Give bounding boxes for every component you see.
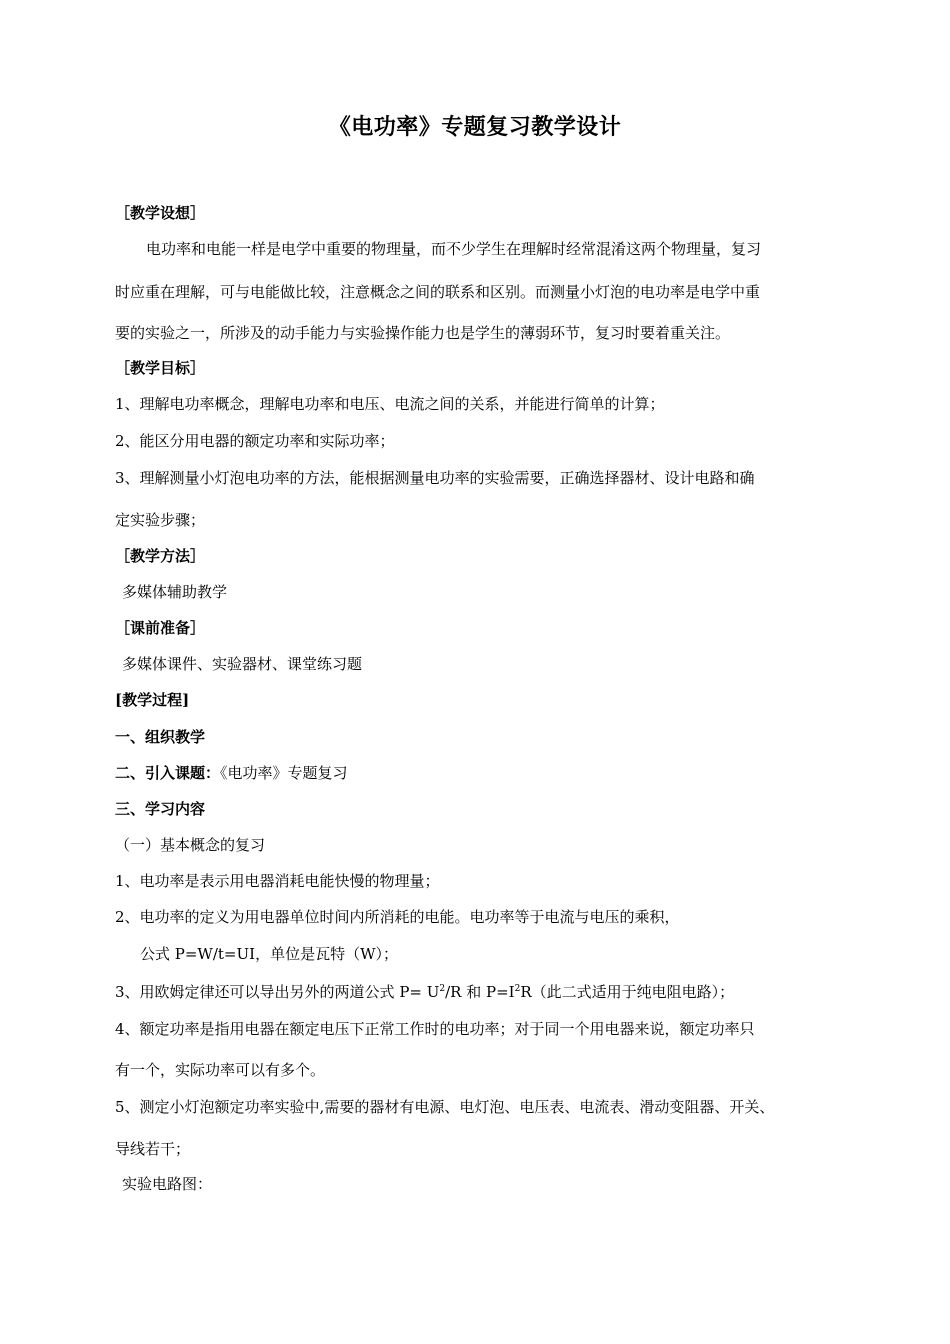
goal-heading: ［教学目标］ — [115, 359, 206, 377]
concept-item-5b: 导线若干； — [115, 1140, 191, 1158]
step-3: 三、学习内容 — [115, 800, 206, 818]
step-2-label: 二、引入课题： — [115, 764, 221, 782]
method-heading: ［教学方法］ — [115, 547, 206, 565]
formula-exponent-1: 2 — [439, 984, 446, 994]
concept-item-5c: 实验电路图： — [122, 1175, 213, 1193]
goal-item-1: 1、理解电功率概念，理解电功率和电压、电流之间的关系，并能进行简单的计算； — [115, 395, 665, 413]
page-title: 《电功率》专题复习教学设计 — [328, 114, 622, 140]
prep-heading: ［课前准备］ — [115, 619, 206, 637]
idea-text-line-3: 要的实验之一，所涉及的动手能力与实验操作能力也是学生的薄弱环节，复习时要着重关注。 — [115, 324, 731, 342]
goal-item-2: 2、能区分用电器的额定功率和实际功率； — [115, 432, 395, 450]
formula-exponent-2: 2 — [514, 984, 521, 994]
step-1: 一、组织教学 — [115, 728, 206, 746]
step-2 — [115, 762, 855, 783]
step-2-text: 《电功率》专题复习 — [220, 764, 348, 782]
goal-item-3b: 定实验步骤； — [115, 511, 206, 529]
formula-part-2: /R 和 P=I — [445, 983, 515, 1001]
concept-item-3 — [115, 981, 855, 1002]
concept-item-1: 1、电功率是表示用电器消耗电能快慢的物理量； — [115, 872, 440, 890]
concept-item-2b: 公式 P=W/t=UI，单位是瓦特（W）； — [140, 945, 398, 963]
sub-heading-1: （一）基本概念的复习 — [115, 836, 266, 854]
idea-heading: ［教学设想］ — [115, 204, 206, 222]
concept-item-5a: 5、测定小灯泡额定功率实验中,需要的器材有电源、电灯泡、电压表、电流表、滑动变阻器、开关、 — [115, 1098, 775, 1116]
concept-item-2: 2、电功率的定义为用电器单位时间内所消耗的电能。电功率等于电流与电压的乘积， — [115, 908, 680, 926]
method-text: 多媒体辅助教学 — [122, 583, 228, 601]
formula-part-1: 3、用欧姆定律还可以导出另外的两道公式 P= U — [115, 983, 440, 1001]
goal-item-3a: 3、理解测量小灯泡电功率的方法，能根据测量电功率的实验需要，正确选择器材、设计电路和确 — [115, 469, 755, 487]
formula-part-3: R（此二式适用于纯电阻电路）； — [520, 983, 735, 1001]
idea-text-line-1: 电功率和电能一样是电学中重要的物理量，而不少学生在理解时经常混淆这两个物理量，复习 — [146, 240, 762, 258]
idea-text-line-2: 时应重在理解，可与电能做比较，注意概念之间的联系和区别。而测量小灯泡的电功率是电学中重 — [115, 283, 761, 301]
prep-text: 多媒体课件、实验器材、课堂练习题 — [122, 655, 363, 673]
concept-item-4b: 有一个，实际功率可以有多个。 — [115, 1061, 326, 1079]
concept-item-4a: 4、额定功率是指用电器在额定电压下正常工作时的电功率；对于同一个用电器来说，额定功率只 — [115, 1020, 755, 1038]
process-heading: [教学过程] — [115, 691, 190, 709]
